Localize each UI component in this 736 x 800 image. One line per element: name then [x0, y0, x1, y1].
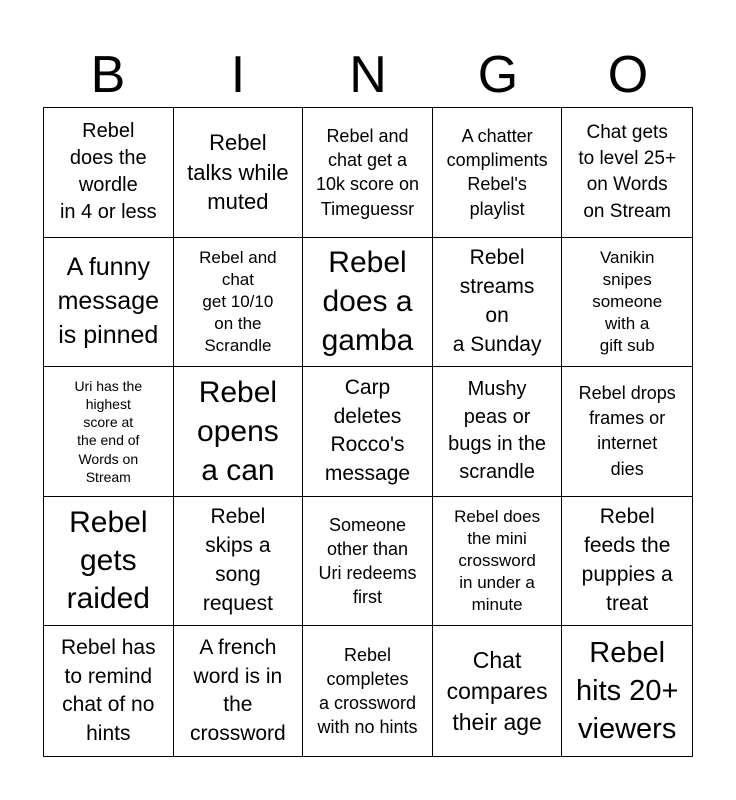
bingo-cell[interactable]: [44, 367, 174, 497]
bingo-cell[interactable]: [44, 108, 174, 238]
bingo-cell[interactable]: [303, 367, 433, 497]
bingo-cell[interactable]: [44, 497, 174, 627]
cell-text: Rebel hits 20+ viewers: [576, 636, 679, 746]
cell-text: A funny message is pinned: [57, 253, 160, 349]
header-letter-b: B: [90, 46, 126, 104]
bingo-cell[interactable]: [433, 108, 563, 238]
cell-text: Rebel gets raided: [66, 505, 150, 616]
bingo-cell[interactable]: [303, 108, 433, 238]
cell-text: Chat gets to level 25+ on Words on Stream: [578, 121, 677, 222]
bingo-cell[interactable]: [433, 497, 563, 627]
cell-text: Rebel talks while muted: [187, 130, 289, 214]
cell-text: Rebel completes a crossword with no hints: [317, 644, 418, 738]
cell-text: Rebel does the mini crossword in under a minute: [454, 506, 541, 615]
header-letter-g: G: [477, 46, 519, 104]
cell-text: Uri has the highest score at the end of Words on Stream: [74, 377, 143, 485]
cell-text: Rebel does the wordle in 4 or less: [59, 120, 157, 224]
bingo-cell[interactable]: [174, 108, 304, 238]
bingo-cell[interactable]: [433, 626, 563, 756]
cell-text: Rebel and chat get a 10k score on Timeguessr: [315, 125, 420, 219]
cell-text: Rebel opens a can: [197, 375, 279, 487]
cell-text: Mushy peas or bugs in the scrandle: [448, 378, 547, 484]
bingo-cell[interactable]: [174, 238, 304, 368]
bingo-cell[interactable]: [433, 367, 563, 497]
cell-text: A chatter compliments Rebel's playlist: [446, 125, 548, 219]
cell-text: A french word is in the crossword: [190, 636, 286, 745]
bingo-board: [43, 107, 693, 757]
cell-text: Rebel and chat get 10/10 on the Scrandle: [199, 247, 277, 356]
bingo-cell[interactable]: [433, 238, 563, 368]
cell-text: Chat compares their age: [446, 646, 548, 735]
bingo-cell[interactable]: [44, 238, 174, 368]
bingo-cell[interactable]: [44, 626, 174, 756]
bingo-cell[interactable]: [303, 238, 433, 368]
bingo-cell[interactable]: [562, 367, 692, 497]
cell-text: Carp deletes Rocco's message: [324, 376, 411, 486]
bingo-cell[interactable]: [562, 238, 692, 368]
cell-text: Rebel does a gamba: [321, 246, 414, 358]
header-letter-i: I: [230, 46, 246, 104]
bingo-cell[interactable]: [174, 626, 304, 756]
cell-text: Vanikin snipes someone with a gift sub: [592, 247, 663, 356]
cell-text: Rebel drops frames or internet dies: [578, 383, 676, 479]
bingo-cell[interactable]: [303, 626, 433, 756]
cell-text: Rebel streams on a Sunday: [452, 245, 542, 356]
cell-text: Rebel feeds the puppies a treat: [581, 505, 673, 616]
cell-text: Rebel has to remind chat of no hints: [61, 636, 156, 745]
cell-text: Someone other than Uri redeems first: [318, 514, 417, 608]
header-letter-n: N: [349, 46, 387, 104]
bingo-cell[interactable]: [562, 497, 692, 627]
bingo-cell[interactable]: [303, 497, 433, 627]
header-letter-o: O: [607, 46, 649, 104]
cell-text: Rebel skips a song request: [202, 505, 273, 616]
bingo-cell[interactable]: [562, 626, 692, 756]
bingo-cell[interactable]: [174, 367, 304, 497]
bingo-cell[interactable]: [174, 497, 304, 627]
bingo-cell[interactable]: [562, 108, 692, 238]
bingo-header: [43, 44, 693, 106]
